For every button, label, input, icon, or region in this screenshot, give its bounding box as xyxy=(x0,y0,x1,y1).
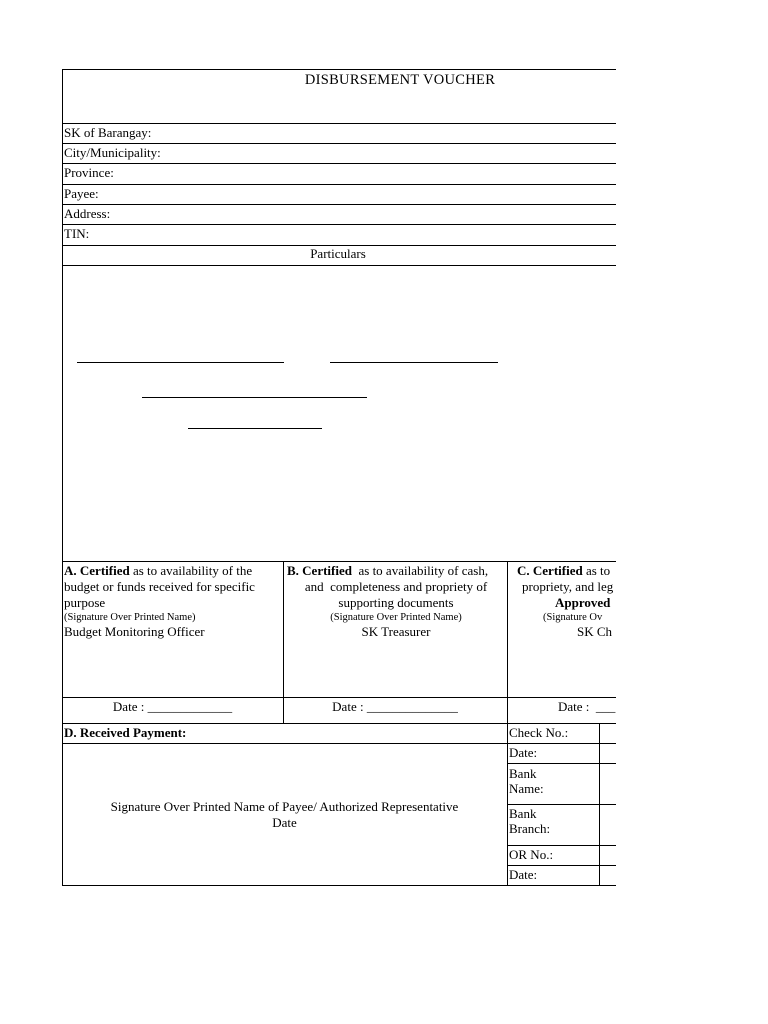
form-top-border xyxy=(62,69,616,70)
form-bottom-border xyxy=(62,885,616,886)
cert-a-date: Date : _____________ xyxy=(112,699,233,714)
cert-a-line2: budget or funds received for specific xyxy=(64,579,255,594)
field-city-label: City/Municipality: xyxy=(64,145,161,160)
payee-date-label: Date xyxy=(272,815,297,830)
payee-signature-label: Signature Over Printed Name of Payee/ Authorized Representative xyxy=(110,799,459,814)
cert-b-signature-caption: (Signature Over Printed Name) xyxy=(330,612,462,623)
cert-a-line3: purpose xyxy=(64,595,106,610)
field-sk-barangay-label: SK of Barangay: xyxy=(64,125,152,140)
cert-b-date: Date : ______________ xyxy=(332,699,458,714)
cert-a-signature-caption: (Signature Over Printed Name) xyxy=(64,612,196,623)
cert-c-approved: Approved xyxy=(555,595,611,610)
form-left-border xyxy=(62,69,63,886)
cert-c-signature-caption: (Signature Ov xyxy=(543,612,603,623)
field-tin-label: TIN: xyxy=(64,226,90,241)
cert-c-role: SK Ch xyxy=(577,624,613,639)
cert-c-date: Date : ___ xyxy=(558,699,616,714)
particulars-header: Particulars xyxy=(310,246,366,261)
check-no-label: Check No.: xyxy=(509,725,569,740)
cert-a-text: A. Certified as to availability of the xyxy=(64,563,253,578)
particulars-blank-line xyxy=(142,397,367,398)
cert-a-role: Budget Monitoring Officer xyxy=(64,624,205,639)
particulars-blank-line xyxy=(188,428,322,429)
received-payment-header: D. Received Payment: xyxy=(64,725,187,740)
cert-b-line2: and completeness and propriety of xyxy=(304,579,488,594)
field-province-label: Province: xyxy=(64,165,114,180)
field-address-label: Address: xyxy=(64,206,111,221)
bank-branch-label: Bank xyxy=(509,806,537,821)
bank-name-label-2: Name: xyxy=(509,781,544,796)
or-no-label: OR No.: xyxy=(509,847,554,862)
field-payee-label: Payee: xyxy=(64,186,99,201)
bank-name-label: Bank xyxy=(509,766,537,781)
particulars-blank-line xyxy=(77,362,284,363)
cert-b-line3: supporting documents xyxy=(338,595,454,610)
check-date-label: Date: xyxy=(509,745,538,760)
or-date-label: Date: xyxy=(509,867,538,882)
cert-c-line2: propriety, and leg xyxy=(522,579,614,594)
cert-b-text: B. Certified as to availability of cash, xyxy=(287,563,489,578)
cert-b-role: SK Treasurer xyxy=(361,624,431,639)
form-title: DISBURSEMENT VOUCHER xyxy=(304,72,496,88)
cert-c-text: C. Certified as to xyxy=(517,563,611,578)
particulars-blank-line xyxy=(330,362,498,363)
bank-branch-label-2: Branch: xyxy=(509,821,551,836)
